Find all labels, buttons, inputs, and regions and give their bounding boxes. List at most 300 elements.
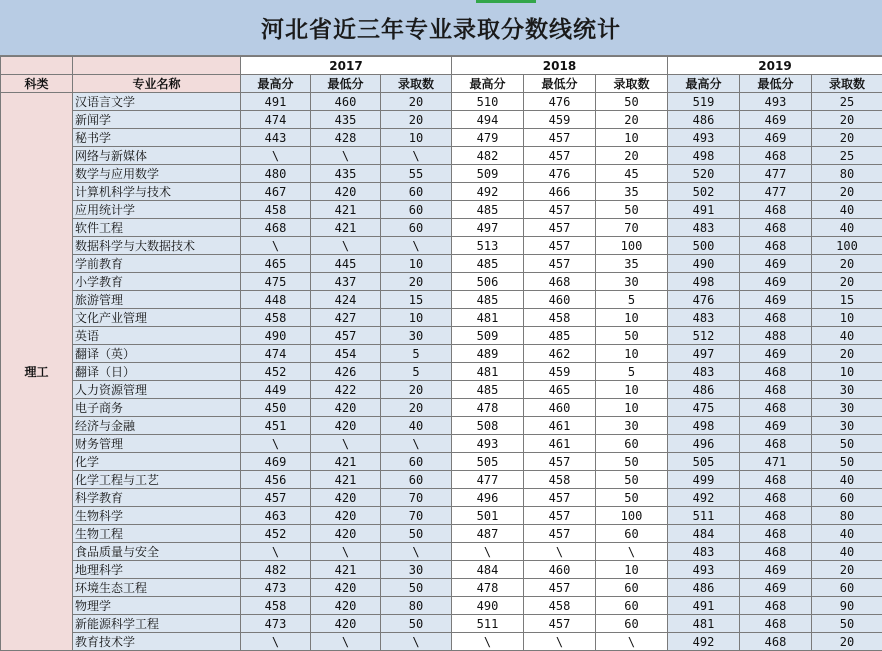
score-cell: 496 xyxy=(668,435,740,453)
score-cell: 486 xyxy=(668,381,740,399)
score-cell: 483 xyxy=(668,219,740,237)
table-row xyxy=(1,453,882,471)
table-row xyxy=(1,255,882,273)
page-title: 河北省近三年专业录取分数线统计 xyxy=(261,11,621,44)
major-name-cell: 化学 xyxy=(73,453,241,471)
min-score-header: 最低分 xyxy=(524,75,596,93)
score-cell: 459 xyxy=(524,111,596,129)
score-cell: 100 xyxy=(596,237,668,255)
score-cell: 490 xyxy=(452,597,524,615)
score-cell: 478 xyxy=(452,579,524,597)
score-cell: \ xyxy=(596,543,668,561)
score-cell: 60 xyxy=(381,471,452,489)
score-cell: 468 xyxy=(740,471,812,489)
major-name-cell: 翻译（英） xyxy=(73,345,241,363)
score-cell: \ xyxy=(241,237,311,255)
table-row xyxy=(1,309,882,327)
major-name-cell: 旅游管理 xyxy=(73,291,241,309)
score-cell: 485 xyxy=(452,201,524,219)
table-row xyxy=(1,633,882,651)
score-cell: 505 xyxy=(452,453,524,471)
score-cell: 468 xyxy=(740,201,812,219)
max-score-header: 最高分 xyxy=(241,75,311,93)
score-cell: 513 xyxy=(452,237,524,255)
score-cell: 520 xyxy=(668,165,740,183)
table-row xyxy=(1,165,882,183)
score-cell: 20 xyxy=(381,399,452,417)
score-cell: 60 xyxy=(596,597,668,615)
score-cell: 493 xyxy=(452,435,524,453)
score-cell: 488 xyxy=(740,327,812,345)
score-cell: 468 xyxy=(740,525,812,543)
score-cell: 420 xyxy=(311,417,381,435)
table-row xyxy=(1,291,882,309)
score-cell: 458 xyxy=(524,597,596,615)
score-cell: 45 xyxy=(596,165,668,183)
score-cell: 70 xyxy=(596,219,668,237)
score-cell: 486 xyxy=(668,111,740,129)
score-cell: 468 xyxy=(740,597,812,615)
score-cell: 469 xyxy=(740,561,812,579)
major-name-cell: 软件工程 xyxy=(73,219,241,237)
score-cell: 50 xyxy=(381,525,452,543)
score-cell: 40 xyxy=(381,417,452,435)
major-name-cell: 学前教育 xyxy=(73,255,241,273)
score-cell: 50 xyxy=(381,579,452,597)
score-cell: 468 xyxy=(740,399,812,417)
score-cell: 457 xyxy=(524,579,596,597)
score-cell: 468 xyxy=(740,633,812,651)
score-cell: 420 xyxy=(311,399,381,417)
score-cell: 15 xyxy=(812,291,882,309)
score-cell: 55 xyxy=(381,165,452,183)
score-cell: 40 xyxy=(812,525,882,543)
column-header-row xyxy=(1,75,882,93)
score-cell: 20 xyxy=(596,111,668,129)
score-cell: 481 xyxy=(452,309,524,327)
major-name-cell: 教育技术学 xyxy=(73,633,241,651)
score-cell: 20 xyxy=(812,111,882,129)
score-cell: 60 xyxy=(596,579,668,597)
score-cell: 498 xyxy=(668,417,740,435)
min-score-header: 最低分 xyxy=(311,75,381,93)
table-row xyxy=(1,435,882,453)
score-cell: 481 xyxy=(668,615,740,633)
category-header: 科类 xyxy=(1,75,73,93)
score-cell: 475 xyxy=(241,273,311,291)
score-cell: 454 xyxy=(311,345,381,363)
score-cell: 502 xyxy=(668,183,740,201)
score-cell: 443 xyxy=(241,129,311,147)
score-cell: \ xyxy=(241,633,311,651)
table-row xyxy=(1,417,882,435)
score-cell: 60 xyxy=(596,525,668,543)
score-cell: 451 xyxy=(241,417,311,435)
score-cell: 477 xyxy=(452,471,524,489)
score-cell: 80 xyxy=(812,507,882,525)
score-cell: 471 xyxy=(740,453,812,471)
score-cell: 50 xyxy=(596,93,668,111)
score-cell: \ xyxy=(311,633,381,651)
score-cell: 485 xyxy=(452,291,524,309)
score-cell: 469 xyxy=(740,273,812,291)
score-cell: 458 xyxy=(241,309,311,327)
score-cell: 468 xyxy=(740,381,812,399)
score-cell: 10 xyxy=(812,363,882,381)
score-cell: 50 xyxy=(596,201,668,219)
score-table xyxy=(0,56,882,651)
score-cell: \ xyxy=(241,147,311,165)
table-row xyxy=(1,399,882,417)
score-cell: 468 xyxy=(524,273,596,291)
score-cell: 420 xyxy=(311,597,381,615)
score-cell: \ xyxy=(524,543,596,561)
table-row xyxy=(1,183,882,201)
score-cell: 473 xyxy=(241,579,311,597)
blank-header xyxy=(73,57,241,75)
title-bar xyxy=(0,0,882,56)
year-header-2018: 2018 xyxy=(452,57,668,75)
score-cell: 30 xyxy=(596,273,668,291)
score-cell: 40 xyxy=(812,327,882,345)
score-cell: 485 xyxy=(524,327,596,345)
score-cell: 10 xyxy=(596,309,668,327)
score-cell: 428 xyxy=(311,129,381,147)
score-cell: 468 xyxy=(740,543,812,561)
score-cell: 20 xyxy=(812,183,882,201)
score-cell: 460 xyxy=(524,291,596,309)
score-cell: 469 xyxy=(241,453,311,471)
score-cell: 30 xyxy=(596,417,668,435)
table-row xyxy=(1,201,882,219)
major-name-cell: 科学教育 xyxy=(73,489,241,507)
score-cell: 468 xyxy=(740,237,812,255)
table-row xyxy=(1,111,882,129)
major-name-cell: 生物工程 xyxy=(73,525,241,543)
table-row xyxy=(1,363,882,381)
score-cell: 483 xyxy=(668,363,740,381)
major-name-cell: 物理学 xyxy=(73,597,241,615)
blank-header xyxy=(1,57,73,75)
score-cell: 457 xyxy=(524,453,596,471)
score-cell: 10 xyxy=(381,129,452,147)
score-cell: 490 xyxy=(241,327,311,345)
score-cell: 491 xyxy=(241,93,311,111)
score-cell: 473 xyxy=(241,615,311,633)
major-name-cell: 新能源科学工程 xyxy=(73,615,241,633)
score-cell: 20 xyxy=(812,345,882,363)
score-cell: 468 xyxy=(740,507,812,525)
major-name-cell: 汉语言文学 xyxy=(73,93,241,111)
score-cell: 477 xyxy=(740,165,812,183)
score-cell: 50 xyxy=(381,615,452,633)
score-cell: \ xyxy=(452,543,524,561)
score-cell: \ xyxy=(524,633,596,651)
score-cell: 60 xyxy=(381,219,452,237)
score-cell: \ xyxy=(381,237,452,255)
score-cell: 468 xyxy=(740,615,812,633)
score-cell: 505 xyxy=(668,453,740,471)
score-cell: 450 xyxy=(241,399,311,417)
score-cell: 476 xyxy=(668,291,740,309)
score-cell: 421 xyxy=(311,561,381,579)
score-cell: 5 xyxy=(596,363,668,381)
major-name-cell: 地理科学 xyxy=(73,561,241,579)
score-cell: 60 xyxy=(812,489,882,507)
score-cell: 468 xyxy=(740,309,812,327)
table-row xyxy=(1,327,882,345)
score-cell: 10 xyxy=(596,129,668,147)
score-cell: 456 xyxy=(241,471,311,489)
score-cell: 457 xyxy=(524,129,596,147)
table-row xyxy=(1,147,882,165)
score-cell: 469 xyxy=(740,111,812,129)
table-row xyxy=(1,237,882,255)
score-cell: 20 xyxy=(381,381,452,399)
score-cell: 498 xyxy=(668,147,740,165)
score-cell: 469 xyxy=(740,417,812,435)
score-cell: \ xyxy=(381,435,452,453)
score-cell: \ xyxy=(452,633,524,651)
score-cell: 476 xyxy=(524,165,596,183)
major-name-cell: 英语 xyxy=(73,327,241,345)
score-cell: 492 xyxy=(668,633,740,651)
year-header-2017: 2017 xyxy=(241,57,452,75)
score-cell: 50 xyxy=(596,327,668,345)
accent-line xyxy=(476,0,536,3)
score-cell: \ xyxy=(241,435,311,453)
score-cell: 469 xyxy=(740,129,812,147)
score-cell: 457 xyxy=(241,489,311,507)
score-cell: 20 xyxy=(381,93,452,111)
score-cell: 457 xyxy=(524,615,596,633)
score-cell: 469 xyxy=(740,345,812,363)
score-cell: 5 xyxy=(381,363,452,381)
admit-count-header: 录取数 xyxy=(381,75,452,93)
score-cell: 70 xyxy=(381,507,452,525)
score-cell: 5 xyxy=(381,345,452,363)
major-name-cell: 翻译（日） xyxy=(73,363,241,381)
table-body xyxy=(1,93,882,651)
score-cell: 469 xyxy=(740,255,812,273)
score-cell: 480 xyxy=(241,165,311,183)
max-score-header: 最高分 xyxy=(668,75,740,93)
score-cell: 468 xyxy=(740,147,812,165)
score-cell: 458 xyxy=(524,471,596,489)
score-cell: 496 xyxy=(452,489,524,507)
score-cell: 50 xyxy=(596,471,668,489)
score-cell: 20 xyxy=(812,273,882,291)
score-cell: 492 xyxy=(452,183,524,201)
score-cell: 421 xyxy=(311,219,381,237)
score-cell: 461 xyxy=(524,417,596,435)
score-cell: 465 xyxy=(524,381,596,399)
score-cell: \ xyxy=(311,543,381,561)
major-name-cell: 计算机科学与技术 xyxy=(73,183,241,201)
score-cell: 435 xyxy=(311,111,381,129)
score-cell: 10 xyxy=(596,345,668,363)
table-row xyxy=(1,93,882,111)
score-cell: 421 xyxy=(311,201,381,219)
score-cell: 476 xyxy=(524,93,596,111)
score-cell: 466 xyxy=(524,183,596,201)
score-cell: 463 xyxy=(241,507,311,525)
score-cell: 469 xyxy=(740,291,812,309)
score-cell: 5 xyxy=(596,291,668,309)
score-cell: 20 xyxy=(812,129,882,147)
score-cell: 457 xyxy=(524,507,596,525)
score-cell: 457 xyxy=(524,525,596,543)
score-cell: 493 xyxy=(740,93,812,111)
score-cell: 420 xyxy=(311,525,381,543)
score-cell: 422 xyxy=(311,381,381,399)
score-cell: 30 xyxy=(812,381,882,399)
score-cell: 448 xyxy=(241,291,311,309)
score-cell: 485 xyxy=(452,255,524,273)
score-cell: 493 xyxy=(668,129,740,147)
major-name-cell: 数据科学与大数据技术 xyxy=(73,237,241,255)
score-cell: 445 xyxy=(311,255,381,273)
score-cell: 492 xyxy=(668,489,740,507)
score-cell: 489 xyxy=(452,345,524,363)
score-cell: 457 xyxy=(524,147,596,165)
score-cell: 487 xyxy=(452,525,524,543)
score-cell: 100 xyxy=(596,507,668,525)
score-cell: 458 xyxy=(524,309,596,327)
score-cell: 20 xyxy=(812,255,882,273)
score-cell: 20 xyxy=(812,561,882,579)
max-score-header: 最高分 xyxy=(452,75,524,93)
score-cell: 468 xyxy=(740,219,812,237)
admit-count-header: 录取数 xyxy=(596,75,668,93)
table-row xyxy=(1,525,882,543)
table-row xyxy=(1,471,882,489)
score-cell: 486 xyxy=(668,579,740,597)
score-cell: 509 xyxy=(452,327,524,345)
table-row xyxy=(1,561,882,579)
score-cell: 449 xyxy=(241,381,311,399)
score-cell: 10 xyxy=(812,309,882,327)
score-cell: 510 xyxy=(452,93,524,111)
table-row xyxy=(1,129,882,147)
major-name-cell: 小学教育 xyxy=(73,273,241,291)
score-cell: 511 xyxy=(668,507,740,525)
major-name-cell: 环境生态工程 xyxy=(73,579,241,597)
table-row xyxy=(1,579,882,597)
score-cell: 80 xyxy=(812,165,882,183)
score-cell: 460 xyxy=(524,399,596,417)
table-row xyxy=(1,489,882,507)
table-row xyxy=(1,381,882,399)
score-cell: \ xyxy=(311,435,381,453)
score-cell: 460 xyxy=(524,561,596,579)
score-cell: 475 xyxy=(668,399,740,417)
score-cell: 420 xyxy=(311,615,381,633)
score-cell: 20 xyxy=(596,147,668,165)
min-score-header: 最低分 xyxy=(740,75,812,93)
score-cell: 477 xyxy=(740,183,812,201)
score-cell: \ xyxy=(381,147,452,165)
score-cell: 50 xyxy=(812,435,882,453)
score-cell: 479 xyxy=(452,129,524,147)
score-cell: \ xyxy=(381,543,452,561)
score-cell: 467 xyxy=(241,183,311,201)
major-name-cell: 财务管理 xyxy=(73,435,241,453)
score-cell: 35 xyxy=(596,183,668,201)
score-cell: 493 xyxy=(668,561,740,579)
score-cell: 491 xyxy=(668,597,740,615)
score-cell: 457 xyxy=(311,327,381,345)
score-cell: 457 xyxy=(524,489,596,507)
score-cell: 468 xyxy=(241,219,311,237)
score-cell: 15 xyxy=(381,291,452,309)
score-cell: 501 xyxy=(452,507,524,525)
score-cell: 30 xyxy=(812,399,882,417)
major-name-cell: 应用统计学 xyxy=(73,201,241,219)
major-name-cell: 食品质量与安全 xyxy=(73,543,241,561)
score-cell: 60 xyxy=(812,579,882,597)
score-cell: 10 xyxy=(381,309,452,327)
score-cell: 483 xyxy=(668,543,740,561)
score-cell: 484 xyxy=(668,525,740,543)
table-row xyxy=(1,273,882,291)
score-cell: 481 xyxy=(452,363,524,381)
score-cell: 424 xyxy=(311,291,381,309)
score-cell: 20 xyxy=(381,273,452,291)
score-cell: 40 xyxy=(812,201,882,219)
score-cell: 10 xyxy=(596,381,668,399)
score-cell: 35 xyxy=(596,255,668,273)
major-name-cell: 人力资源管理 xyxy=(73,381,241,399)
score-cell: 30 xyxy=(381,561,452,579)
score-cell: 483 xyxy=(668,309,740,327)
score-cell: 482 xyxy=(241,561,311,579)
table-row xyxy=(1,543,882,561)
score-cell: 460 xyxy=(311,93,381,111)
score-cell: 10 xyxy=(596,561,668,579)
score-cell: 420 xyxy=(311,579,381,597)
score-cell: 506 xyxy=(452,273,524,291)
score-cell: 474 xyxy=(241,345,311,363)
table-row xyxy=(1,615,882,633)
score-cell: 457 xyxy=(524,255,596,273)
major-name-cell: 网络与新媒体 xyxy=(73,147,241,165)
admit-count-header: 录取数 xyxy=(812,75,882,93)
score-cell: 60 xyxy=(596,435,668,453)
score-cell: 478 xyxy=(452,399,524,417)
score-cell: 497 xyxy=(668,345,740,363)
major-name-cell: 生物科学 xyxy=(73,507,241,525)
score-cell: 458 xyxy=(241,597,311,615)
score-cell: 421 xyxy=(311,471,381,489)
score-cell: 100 xyxy=(812,237,882,255)
score-cell: 60 xyxy=(381,183,452,201)
major-header: 专业名称 xyxy=(73,75,241,93)
score-cell: 420 xyxy=(311,489,381,507)
score-cell: 500 xyxy=(668,237,740,255)
score-cell: 498 xyxy=(668,273,740,291)
score-cell: 485 xyxy=(452,381,524,399)
score-cell: 461 xyxy=(524,435,596,453)
score-cell: 30 xyxy=(381,327,452,345)
major-name-cell: 化学工程与工艺 xyxy=(73,471,241,489)
score-cell: 468 xyxy=(740,435,812,453)
score-cell: 462 xyxy=(524,345,596,363)
score-cell: \ xyxy=(311,147,381,165)
score-cell: 458 xyxy=(241,201,311,219)
score-cell: 20 xyxy=(812,633,882,651)
major-name-cell: 数学与应用数学 xyxy=(73,165,241,183)
